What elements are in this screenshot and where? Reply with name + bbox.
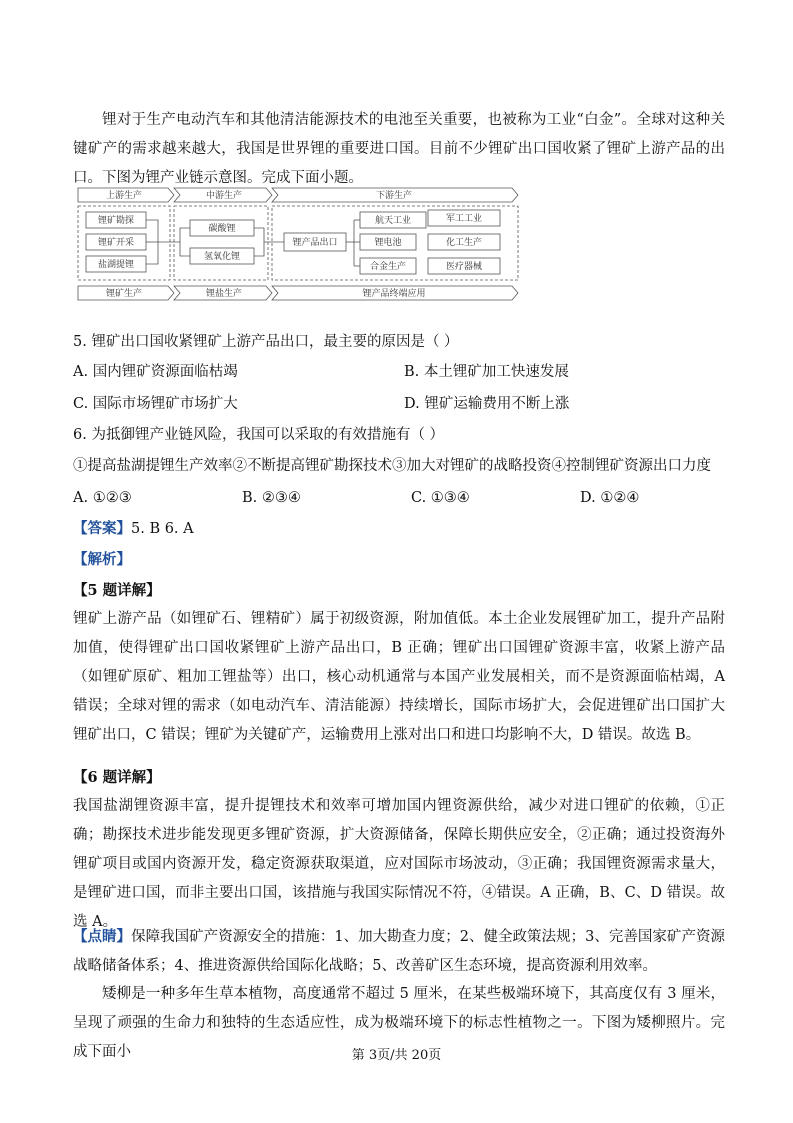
q6-stem: 6. 为抵御锂产业链风险，我国可以采取的有效措施有（ ） <box>73 427 445 443</box>
answer-text: 5. B 6. A <box>131 521 194 537</box>
downstream-hub: 锂产品出口 <box>292 238 338 248</box>
q5-stem: 5. 锂矿出口国收紧锂矿上游产品出口，最主要的原因是（ ） <box>73 334 459 350</box>
detail6-label: 【6 题详解】 <box>73 769 161 786</box>
bottom-label: 锂盐生产 <box>205 289 243 299</box>
q6-option-a: A. ①②③ <box>73 490 132 506</box>
midstream-item: 碳酸锂 <box>208 224 236 234</box>
answer-line <box>73 519 194 539</box>
dianjing-paragraph <box>73 922 725 981</box>
q5-option-d: D. 锂矿运输费用不断上涨 <box>404 396 570 412</box>
next-intro-paragraph: 矮柳是一种多年生草本植物，高度通常不超过 5 厘米，在某些极端环境下，其高度仅有 3 厘米，呈现了顽强的生命力和独特的生态适应性，成为极端环境下的标志性植物之一。下图为矮柳照片。完成下面小 <box>73 986 725 1060</box>
downstream-item: 化工生产 <box>445 238 483 248</box>
stage-box-midstream <box>174 206 268 280</box>
q5-option-a: A. 国内锂矿资源面临枯竭 <box>73 364 238 380</box>
lithium-industry-chain-diagram <box>76 186 521 304</box>
intro-paragraph: 锂对于生产电动汽车和其他清洁能源技术的电池至关重要，也被称为工业“白金”。全球对这种关键矿产的需求越来越大，我国是世界锂的重要进口国。目前不少锂矿出口国收紧了锂矿上游产品的出口。下图为锂产业链示意图。完成下面小题。 <box>73 112 725 186</box>
midstream-item: 氢氧化锂 <box>203 252 241 262</box>
downstream-item: 锂电池 <box>374 238 402 248</box>
downstream-item: 医疗器械 <box>445 262 483 272</box>
analysis-label: 【解析】 <box>73 551 131 568</box>
dianjing-text: 保障我国矿产资源安全的措施：1、加大勘查力度；2、健全政策法规；3、完善国家矿产资源战略储备体系；4、推进资源供给国际化战略；5、改善矿区生态环境，提高资源利用效率。 <box>73 929 725 974</box>
upstream-item: 盐湖提锂 <box>97 260 135 270</box>
detail5-label: 【5 题详解】 <box>73 582 161 599</box>
dianjing-label: 【点睛】 <box>73 928 132 945</box>
header-upstream: 上游生产 <box>105 191 143 201</box>
page-footer: 第 3页/共 20页 <box>351 1048 442 1063</box>
header-downstream: 下游生产 <box>375 191 413 201</box>
answer-label: 【答案】 <box>73 520 131 537</box>
q5-option-c: C. 国际市场锂矿市场扩大 <box>73 396 238 412</box>
downstream-item: 军工工业 <box>445 214 483 224</box>
bottom-label: 锂矿生产 <box>105 289 143 299</box>
q6-option-c: C. ①③④ <box>411 490 470 506</box>
detail6-text: 我国盐湖锂资源丰富，提升提锂技术和效率可增加国内锂资源供给，减少对进口锂矿的依赖，①正确；勘探技术进步能发现更多锂矿资源，扩大资源储备，保障长期供应安全，②正确；通过投资海外锂矿项目或国内资源开发，稳定资源获取渠道，应对国际市场波动，③正确；我国锂资源需求量大，是锂矿进口国，而非主要出口国，该措施与我国实际情况不符，④错误。A 正确，B、C、D 错误。故选 A。 <box>73 798 725 930</box>
q6-items: ①提高盐湖提锂生产效率②不断提高锂矿勘探技术③加大对锂矿的战略投资④控制锂矿资源出口力度 <box>73 458 711 474</box>
header-midstream: 中游生产 <box>205 191 243 201</box>
q6-option-b: B. ②③④ <box>242 490 301 506</box>
q5-option-b: B. 本土锂矿加工快速发展 <box>404 364 569 380</box>
bottom-label: 锂产品终端应用 <box>362 289 426 299</box>
downstream-item: 航天工业 <box>374 216 412 226</box>
q6-option-d: D. ①②④ <box>580 490 640 506</box>
downstream-item: 合金生产 <box>369 262 407 272</box>
upstream-item: 锂矿勘探 <box>97 216 135 226</box>
upstream-item: 锂矿开采 <box>97 238 135 248</box>
detail5-text: 锂矿上游产品（如锂矿石、锂精矿）属于初级资源，附加值低。本土企业发展锂矿加工，提升产品附加值，使得锂矿出口国收紧锂矿上游产品出口，B 正确；锂矿出口国锂矿资源丰富，收紧上游产品（如锂矿原矿、粗加工锂盐等）出口，核心动机通常与本国产业发展相关，而不是资源面临枯竭，A 错误；全球对锂的需求（如电动汽车、清洁能源）持续增长，国际市场扩大，会促进锂矿出口国扩大锂矿出口，C 错误；锂矿为关键矿产，运输费用上涨对出口和进口均影响不大，D 错误。故选 B。 <box>73 611 725 743</box>
